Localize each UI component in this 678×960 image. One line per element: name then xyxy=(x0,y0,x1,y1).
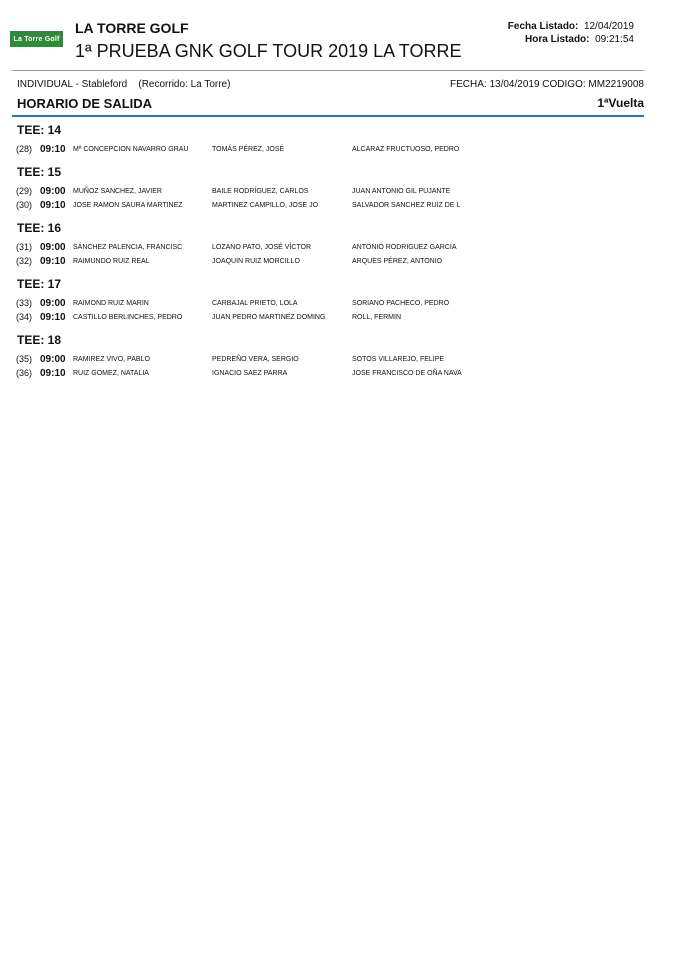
tee-time-row xyxy=(0,354,678,368)
group-number: (28) xyxy=(16,144,33,154)
group-number: (34) xyxy=(16,312,33,322)
tee-time-row xyxy=(0,298,678,312)
player-name: SALVADOR SANCHEZ RUIZ DE L xyxy=(352,202,461,209)
tee-time-row xyxy=(0,256,678,270)
club-logo xyxy=(10,31,63,47)
tee-group xyxy=(0,164,678,214)
tee-heading: TEE: 16 xyxy=(17,221,62,235)
tee-group xyxy=(0,122,678,158)
start-time: 09:00 xyxy=(40,354,66,365)
tee-time-row xyxy=(0,200,678,214)
tee-heading: TEE: 15 xyxy=(17,165,62,179)
tee-heading: TEE: 18 xyxy=(17,333,62,347)
tournament-title: 1ª PRUEBA GNK GOLF TOUR 2019 LA TORRE xyxy=(75,41,462,61)
modality: INDIVIDUAL - Stableford xyxy=(17,79,128,90)
player-name: LOZANO PATO, JOSÉ VÍCTOR xyxy=(212,244,312,251)
start-time: 09:10 xyxy=(40,144,66,155)
header-divider xyxy=(12,70,644,71)
tee-group xyxy=(0,276,678,326)
player-name: CARBAJAL PRIETO, LOLA xyxy=(212,300,298,307)
tee-heading: TEE: 14 xyxy=(17,123,62,137)
group-number: (32) xyxy=(16,256,33,266)
start-time: 09:00 xyxy=(40,186,66,197)
tee-time-row xyxy=(0,368,678,382)
group-number: (36) xyxy=(16,368,33,378)
player-name: RUIZ GOMEZ, NATALIA xyxy=(73,370,149,377)
tee-time-row xyxy=(0,312,678,326)
logo-text: La Torre Golf xyxy=(13,35,60,43)
start-time: 09:10 xyxy=(40,200,66,211)
player-name: JUAN ANTONIO GIL PUJANTE xyxy=(352,188,451,195)
tee-time-row xyxy=(0,144,678,158)
player-name: ALCARAZ FRUCTUOSO, PEDRO xyxy=(352,146,460,153)
hora-listado-value: 09:21:54 xyxy=(595,34,634,45)
player-name: JOAQUIN RUIZ MORCILLO xyxy=(212,258,300,265)
tee-heading: TEE: 17 xyxy=(17,277,62,291)
section-title: HORARIO DE SALIDA xyxy=(17,96,153,111)
start-time: 09:10 xyxy=(40,312,66,323)
player-name: IGNACIO SAEZ PARRA xyxy=(212,370,288,377)
club-name: LA TORRE GOLF xyxy=(75,20,189,36)
player-name: RAIMOND RUIZ MARIN xyxy=(73,300,149,307)
round-label: 1ªVuelta xyxy=(597,96,644,110)
player-name: JOSE FRANCISCO DE OÑA NAVA xyxy=(352,370,462,377)
start-time: 09:10 xyxy=(40,256,66,267)
tee-time-row xyxy=(0,242,678,256)
player-name: ANTONIO RODRIGUEZ GARCIA xyxy=(352,244,457,251)
player-name: PEDREÑO VERA, SERGIO xyxy=(212,356,299,363)
player-name: JUAN PEDRO MARTINEZ DOMING xyxy=(212,314,326,321)
player-name: RAIMUNDO RUIZ REAL xyxy=(73,258,150,265)
modality-line xyxy=(17,79,230,90)
player-name: RAMIREZ VIVO, PABLO xyxy=(73,356,150,363)
section-divider xyxy=(12,115,644,117)
player-name: BAILE RODRÍGUEZ, CARLOS xyxy=(212,188,309,195)
group-number: (31) xyxy=(16,242,33,252)
player-name: MUÑOZ SANCHEZ, JAVIER xyxy=(73,188,162,195)
fecha-listado-label: Fecha Listado: xyxy=(507,21,579,32)
start-time: 09:00 xyxy=(40,242,66,253)
player-name: JOSE RAMON SAURA MARTINEZ xyxy=(73,202,183,209)
player-name: MARTINEZ CAMPILLO, JOSE JO xyxy=(212,202,319,209)
group-number: (29) xyxy=(16,186,33,196)
tee-time-row xyxy=(0,186,678,200)
player-name: ARQUES PÉREZ, ANTONIO xyxy=(352,258,443,265)
tee-group xyxy=(0,332,678,382)
date-code: FECHA: 13/04/2019 CODIGO: MM2219008 xyxy=(450,79,644,90)
player-name: ROLL, FERMIN xyxy=(352,314,402,321)
group-number: (33) xyxy=(16,298,33,308)
route: (Recorrido: La Torre) xyxy=(138,79,231,90)
group-number: (35) xyxy=(16,354,33,364)
player-name: SOTOS VILLAREJO, FELIPE xyxy=(352,356,445,363)
player-name: CASTILLO BERLINCHES, PEDRO xyxy=(73,314,183,321)
fecha-listado-value: 12/04/2019 xyxy=(583,21,634,32)
hora-listado-label: Hora Listado: xyxy=(525,34,590,45)
group-number: (30) xyxy=(16,200,33,210)
tee-groups xyxy=(0,122,678,388)
player-name: SÁNCHEZ PALENCIA, FRANCISC xyxy=(73,244,183,251)
tee-group xyxy=(0,220,678,270)
player-name: SORIANO PACHECO, PEDRO xyxy=(352,300,450,307)
player-name: Mª CONCEPCION NAVARRO GRAU xyxy=(73,146,189,153)
start-time: 09:00 xyxy=(40,298,66,309)
player-name: TOMÁS PÉREZ, JOSÉ xyxy=(212,146,285,153)
start-time: 09:10 xyxy=(40,368,66,379)
listing-meta xyxy=(508,20,634,46)
